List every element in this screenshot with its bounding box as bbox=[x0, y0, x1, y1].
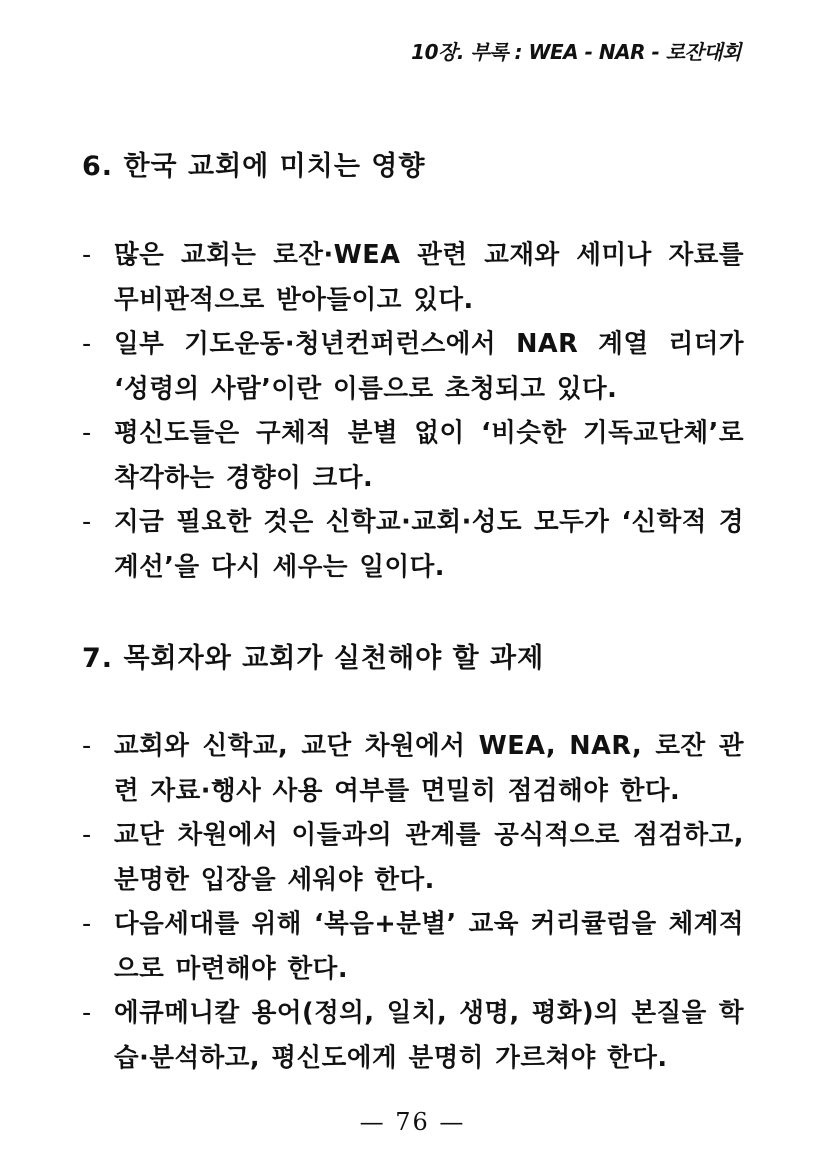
running-header: 10장. 부록 : WEA - NAR - 로잔대회 bbox=[411, 40, 741, 64]
dash-marker: - bbox=[82, 731, 92, 761]
list-item bbox=[82, 813, 744, 902]
list-item-text: 다음세대를 위해 ‘복음+분별’ 교육 커리큘럼을 체계적으로 마련해야 한다. bbox=[114, 909, 744, 984]
list-item-text: 많은 교회는 로잔·WEA 관련 교재와 세미나 자료를 무비판적으로 받아들이고 있다. bbox=[114, 240, 744, 315]
list-item-text: 에큐메니칼 용어(정의, 일치, 생명, 평화)의 본질을 학습·분석하고, 평신도에게 분명히 가르쳐야 한다. bbox=[114, 998, 744, 1073]
dash-marker: - bbox=[82, 507, 92, 537]
page-number: — 76 — bbox=[359, 1108, 466, 1136]
list-item-text: 지금 필요한 것은 신학교·교회·성도 모두가 ‘신학적 경계선’을 다시 세우는 일이다. bbox=[114, 507, 744, 582]
list-item-text: 일부 기도운동·청년컨퍼런스에서 NAR 계열 리더가 ‘성령의 사람’이란 이름으로 초청되고 있다. bbox=[114, 329, 744, 404]
section-title-6: 6. 한국 교회에 미치는 영향 bbox=[82, 151, 426, 182]
dash-marker: - bbox=[82, 240, 92, 270]
list-item bbox=[82, 500, 744, 589]
dash-marker: - bbox=[82, 909, 92, 939]
dash-marker: - bbox=[82, 329, 92, 359]
section-title-7: 7. 목회자와 교회가 실천해야 할 과제 bbox=[82, 643, 545, 674]
list-item bbox=[82, 902, 744, 991]
list-item-text: 교단 차원에서 이들과의 관계를 공식적으로 점검하고, 분명한 입장을 세워야 한다. bbox=[114, 820, 744, 895]
list-item-text: 교회와 신학교, 교단 차원에서 WEA, NAR, 로잔 관련 자료·행사 사용 여부를 면밀히 점검해야 한다. bbox=[114, 731, 744, 806]
dash-marker: - bbox=[82, 418, 92, 448]
section-7-list bbox=[82, 724, 744, 1080]
dash-marker: - bbox=[82, 820, 92, 850]
list-item bbox=[82, 411, 744, 500]
list-item bbox=[82, 233, 744, 322]
dash-marker: - bbox=[82, 998, 92, 1028]
list-item bbox=[82, 322, 744, 411]
list-item-text: 평신도들은 구체적 분별 없이 ‘비슷한 기독교단체’로 착각하는 경향이 크다. bbox=[114, 418, 744, 493]
list-item bbox=[82, 991, 744, 1080]
list-item bbox=[82, 724, 744, 813]
section-6-list bbox=[82, 233, 744, 589]
